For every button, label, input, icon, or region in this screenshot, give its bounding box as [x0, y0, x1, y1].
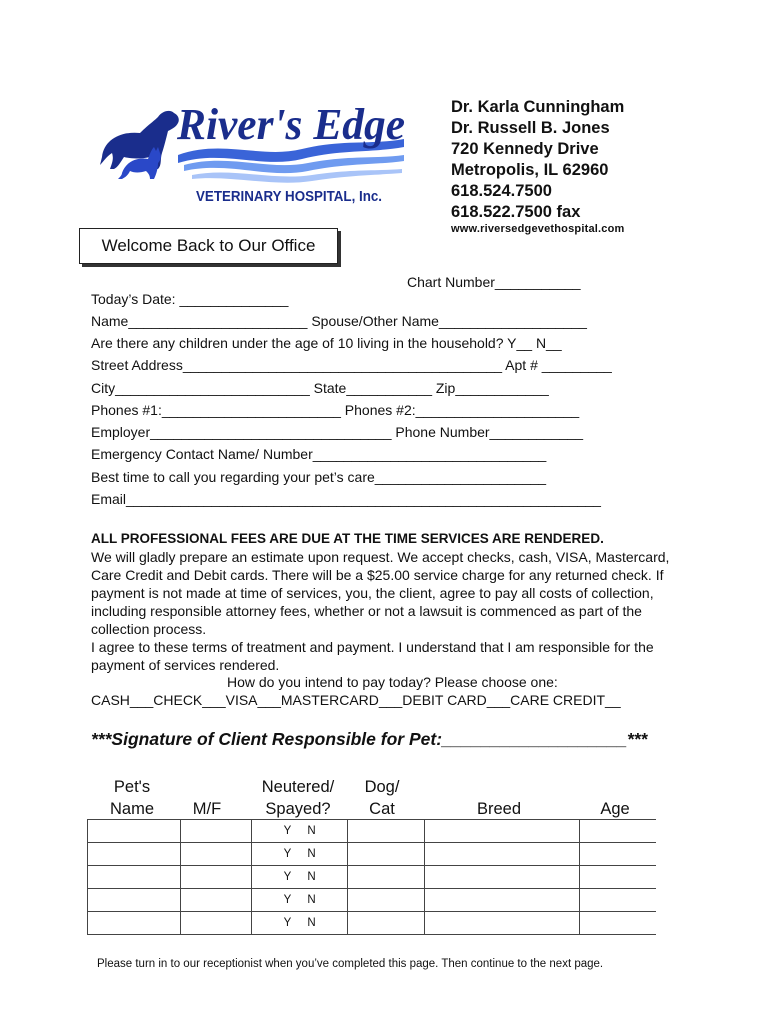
neutered-cell[interactable] — [252, 866, 348, 889]
terms-line: I agree to these terms of treatment and payment. I understand that I am responsible for the — [91, 639, 654, 655]
terms-line: Care Credit and Debit cards. There will be a $25.00 service charge for any returned check. If — [91, 567, 664, 583]
phones-field[interactable]: Phones #1:_______________________ Phones #2:_____________________ — [91, 402, 580, 418]
no-option[interactable]: N — [307, 894, 316, 906]
pet-name-cell[interactable] — [88, 912, 181, 935]
sex-cell[interactable] — [181, 889, 252, 912]
species-cell[interactable] — [348, 889, 425, 912]
header-line: Age — [600, 800, 630, 818]
terms-line: payment is not made at time of services, you, the client, agree to pay all costs of collection, — [91, 585, 654, 601]
neutered-cell[interactable] — [252, 912, 348, 935]
age-cell[interactable] — [580, 912, 657, 935]
logo-title: River's Edge — [176, 100, 405, 149]
children-question[interactable]: Are there any children under the age of 10 living in the household? Y__ N__ — [91, 335, 562, 351]
signature-line[interactable]: ***Signature of Client Responsible for Pet:___________________*** — [91, 729, 648, 749]
no-option[interactable]: N — [307, 825, 316, 837]
yes-option[interactable]: Y — [283, 917, 292, 929]
pet-name-cell[interactable] — [88, 820, 181, 843]
breed-cell[interactable] — [425, 820, 580, 843]
fax-number: 618.522.7500 fax — [451, 203, 581, 221]
header-pets-name — [106, 776, 158, 820]
chart-number-field[interactable]: Chart Number___________ — [407, 274, 581, 290]
header-line: Cat — [369, 800, 395, 818]
header-line: M/F — [192, 800, 222, 818]
logo-graphic — [92, 95, 412, 207]
emergency-contact-field[interactable]: Emergency Contact Name/ Number______________________________ — [91, 446, 547, 462]
address-city: Metropolis, IL 62960 — [451, 161, 609, 179]
pet-name-cell[interactable] — [88, 866, 181, 889]
header-line: Dog/ — [364, 778, 400, 796]
header-line — [590, 776, 640, 798]
table-row — [88, 866, 657, 889]
website-link[interactable]: www.riversedgevethospital.com — [451, 223, 625, 235]
table-row — [88, 912, 657, 935]
phone-number: 618.524.7500 — [451, 182, 552, 200]
header-age — [590, 776, 640, 820]
payment-question: How do you intend to pay today? Please choose one: — [227, 674, 558, 690]
welcome-text: Welcome Back to Our Office — [101, 236, 316, 255]
street-address-field[interactable]: Street Address_________________________________________ Apt # _________ — [91, 357, 612, 373]
yes-option[interactable]: Y — [283, 871, 292, 883]
welcome-banner — [79, 228, 338, 264]
terms-line: collection process. — [91, 621, 207, 637]
yes-option[interactable]: Y — [283, 894, 292, 906]
header-line: Pet's — [113, 778, 151, 796]
sex-cell[interactable] — [181, 866, 252, 889]
email-field[interactable]: Email_____________________________________________________________ — [91, 491, 601, 507]
todays-date-field[interactable]: Today’s Date: ______________ — [91, 291, 289, 307]
doctor-name-1: Dr. Karla Cunningham — [451, 98, 625, 116]
header-neutered — [255, 776, 341, 820]
header-species — [358, 776, 406, 820]
yes-option[interactable]: Y — [283, 848, 292, 860]
age-cell[interactable] — [580, 889, 657, 912]
table-row — [88, 843, 657, 866]
age-cell[interactable] — [580, 843, 657, 866]
terms-line: including responsible attorney fees, whether or not a lawsuit is commenced as part of the — [91, 603, 642, 619]
payment-options[interactable]: CASH___CHECK___VISA___MASTERCARD___DEBIT CARD___CARE CREDIT__ — [91, 692, 621, 708]
pet-name-cell[interactable] — [88, 889, 181, 912]
header-line — [462, 776, 536, 798]
terms-line: payment of services rendered. — [91, 657, 280, 673]
species-cell[interactable] — [348, 866, 425, 889]
logo-subtitle: VETERINARY HOSPITAL, Inc. — [196, 189, 382, 205]
name-field[interactable]: Name_______________________ Spouse/Other Name___________________ — [91, 313, 587, 329]
neutered-cell[interactable] — [252, 889, 348, 912]
clinic-contact-block — [451, 97, 624, 223]
header-breed — [462, 776, 536, 820]
employer-field[interactable]: Employer_______________________________ Phone Number____________ — [91, 424, 583, 440]
header-line — [182, 776, 232, 798]
address-street: 720 Kennedy Drive — [451, 140, 599, 158]
header-sex — [182, 776, 232, 820]
pets-table — [87, 819, 656, 935]
header-line: Spayed? — [265, 800, 331, 818]
table-row — [88, 820, 657, 843]
species-cell[interactable] — [348, 912, 425, 935]
breed-cell[interactable] — [425, 912, 580, 935]
header-line: Neutered/ — [261, 778, 335, 796]
breed-cell[interactable] — [425, 889, 580, 912]
doctor-name-2: Dr. Russell B. Jones — [451, 119, 610, 137]
species-cell[interactable] — [348, 820, 425, 843]
rivers-edge-logo — [92, 95, 412, 207]
header-line: Breed — [476, 800, 522, 818]
terms-line: We will gladly prepare an estimate upon request. We accept checks, cash, VISA, Mastercard, — [91, 549, 670, 565]
species-cell[interactable] — [348, 843, 425, 866]
pet-name-cell[interactable] — [88, 843, 181, 866]
sex-cell[interactable] — [181, 843, 252, 866]
sex-cell[interactable] — [181, 912, 252, 935]
age-cell[interactable] — [580, 820, 657, 843]
yes-option[interactable]: Y — [283, 825, 292, 837]
best-time-field[interactable]: Best time to call you regarding your pet’s care______________________ — [91, 469, 547, 485]
age-cell[interactable] — [580, 866, 657, 889]
fees-heading: ALL PROFESSIONAL FEES ARE DUE AT THE TIME SERVICES ARE RENDERED. — [91, 531, 604, 546]
no-option[interactable]: N — [307, 917, 316, 929]
no-option[interactable]: N — [307, 848, 316, 860]
neutered-cell[interactable] — [252, 820, 348, 843]
breed-cell[interactable] — [425, 843, 580, 866]
header-line: Name — [109, 800, 154, 818]
neutered-cell[interactable] — [252, 843, 348, 866]
city-state-zip-field[interactable]: City_________________________ State___________ Zip____________ — [91, 380, 549, 396]
table-row — [88, 889, 657, 912]
no-option[interactable]: N — [307, 871, 316, 883]
breed-cell[interactable] — [425, 866, 580, 889]
sex-cell[interactable] — [181, 820, 252, 843]
footer-instruction: Please turn in to our receptionist when you’ve completed this page. Then continue to the next page. — [97, 958, 604, 970]
